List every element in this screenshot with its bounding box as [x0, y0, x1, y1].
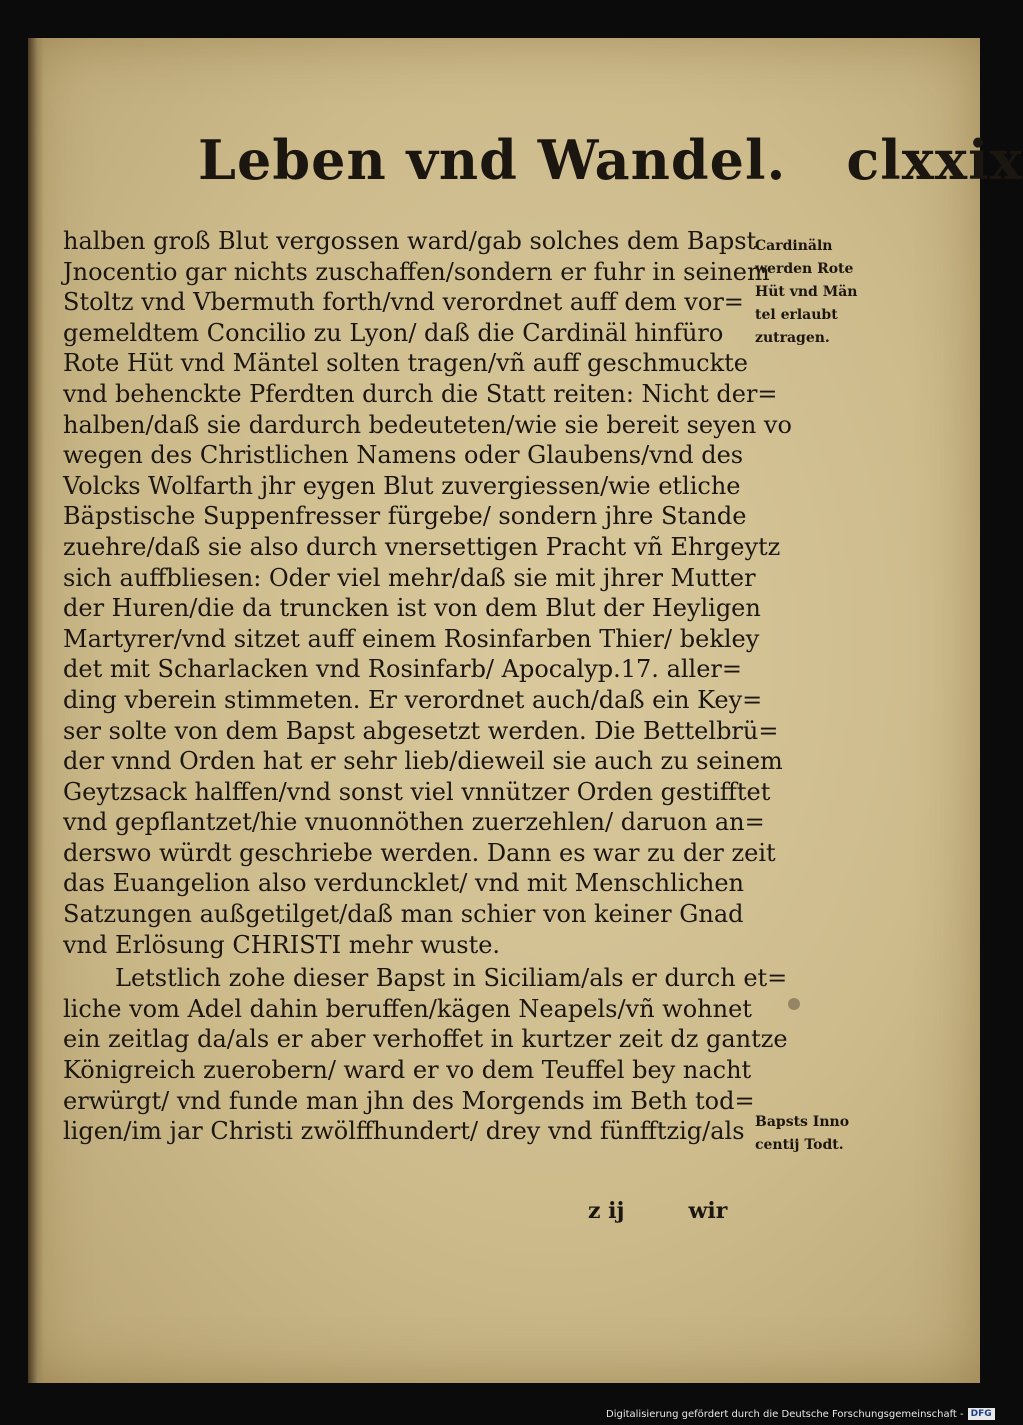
catchword: wir: [688, 1198, 728, 1224]
text-line: halben groß Blut vergossen ward/gab solches dem Bapst: [63, 227, 757, 255]
marginal-line: Cardinäln: [755, 238, 833, 254]
text-line: erwürgt/ vnd funde man jhn des Morgends im Beth tod=: [63, 1086, 755, 1115]
text-line: halben/daß sie dardurch bedeuteten/wie sie bereit seyen vo: [63, 410, 792, 439]
running-header: [198, 128, 1023, 208]
text-line: ser solte von dem Bapst abgesetzt werden. Die Bettelbrü=: [63, 716, 779, 745]
text-line: Geytzsack halffen/vnd sonst viel vnnützer Orden gestifftet: [63, 777, 771, 806]
text-line: vnd gepflantzet/hie vnuonnöthen zuerzehlen/ daruon an=: [63, 808, 765, 837]
signature-mark: z ij: [588, 1198, 625, 1224]
marginal-note-cardinals: [755, 235, 885, 350]
text-line: der vnnd Orden hat er sehr lieb/dieweil sie auch zu seinem: [63, 747, 783, 776]
text-line: Martyrer/vnd sitzet auff einem Rosinfarben Thier/ bekley: [63, 624, 760, 653]
text-line: vnd Erlösung CHRISTI mehr wuste.: [63, 930, 501, 959]
text-line: ligen/im jar Christi zwölffhundert/ drey vnd fünfftzig/als: [63, 1117, 745, 1146]
running-title: Leben vnd Wandel.: [198, 128, 787, 192]
text-line: gemeldtem Concilio zu Lyon/ daß die Cardinäl hinfüro: [63, 318, 724, 347]
catchline: [588, 1198, 808, 1224]
text-line: Rote Hüt vnd Mäntel solten tragen/vñ auff geschmuckte: [63, 349, 748, 378]
text-line: derswo würdt geschriebe werden. Dann es war zu der zeit: [63, 838, 776, 867]
text-line: wegen des Christlichen Namens oder Glaubens/vnd des: [63, 441, 744, 470]
credit-text: Digitalisierung gefördert durch die Deutsche Forschungsgemeinschaft -: [606, 1409, 964, 1420]
text-line: Letstlich zohe dieser Bapst in Siciliam/als er durch et=: [115, 964, 788, 993]
paragraph-1: [63, 226, 808, 960]
marginal-line: Bapsts Inno: [755, 1114, 850, 1130]
folio-number: clxxix: [846, 128, 1023, 192]
marginal-line: werden Rote: [755, 261, 854, 277]
main-text-block: [63, 226, 808, 1147]
marginal-note-pope-death: [755, 1111, 885, 1157]
book-page: [28, 38, 1023, 1383]
marginal-line: Hüt vnd Män: [755, 284, 858, 300]
text-line: der Huren/die da truncken ist von dem Blut der Heyligen: [63, 594, 761, 623]
marginal-line: tel erlaubt: [755, 307, 838, 323]
text-line: det mit Scharlacken vnd Rosinfarb/ Apocalyp.17. aller=: [63, 655, 743, 684]
text-line: vnd behenckte Pferdten durch die Statt reiten: Nicht der=: [63, 379, 778, 408]
ink-stain: [788, 998, 800, 1010]
page-spine-shadow: [28, 38, 44, 1383]
marginal-line: zutragen.: [755, 330, 830, 346]
text-line: Bäpstische Suppenfresser fürgebe/ sondern jhre Stande: [63, 502, 747, 531]
paragraph-2: [63, 963, 808, 1147]
text-line: ein zeitlag da/als er aber verhoffet in kurtzer zeit dz gantze: [63, 1025, 788, 1054]
text-line: das Euangelion also verduncklet/ vnd mit Menschlichen: [63, 869, 744, 898]
dfg-logo: DFG: [968, 1408, 995, 1420]
marginal-line: centij Todt.: [755, 1137, 844, 1153]
text-line: Volcks Wolfarth jhr eygen Blut zuvergiessen/wie etliche: [63, 471, 741, 500]
text-line: Satzungen außgetilget/daß man schier von keiner Gnad: [63, 900, 744, 929]
text-line: Königreich zuerobern/ ward er vo dem Teuffel bey nacht: [63, 1056, 752, 1085]
text-line: Jnocentio gar nichts zuschaffen/sondern er fuhr in seinem: [63, 257, 770, 286]
text-line: liche vom Adel dahin beruffen/kägen Neapels/vñ wohnet: [63, 994, 752, 1023]
text-line: zuehre/daß sie also durch vnersettigen Pracht vñ Ehrgeytz: [63, 532, 781, 561]
digitization-credit: [606, 1407, 992, 1423]
text-line: Stoltz vnd Vbermuth forth/vnd verordnet auff dem vor=: [63, 288, 744, 317]
text-line: ding vberein stimmeten. Er verordnet auch/daß ein Key=: [63, 685, 763, 714]
text-line: sich auffbliesen: Oder viel mehr/daß sie mit jhrer Mutter: [63, 563, 756, 592]
